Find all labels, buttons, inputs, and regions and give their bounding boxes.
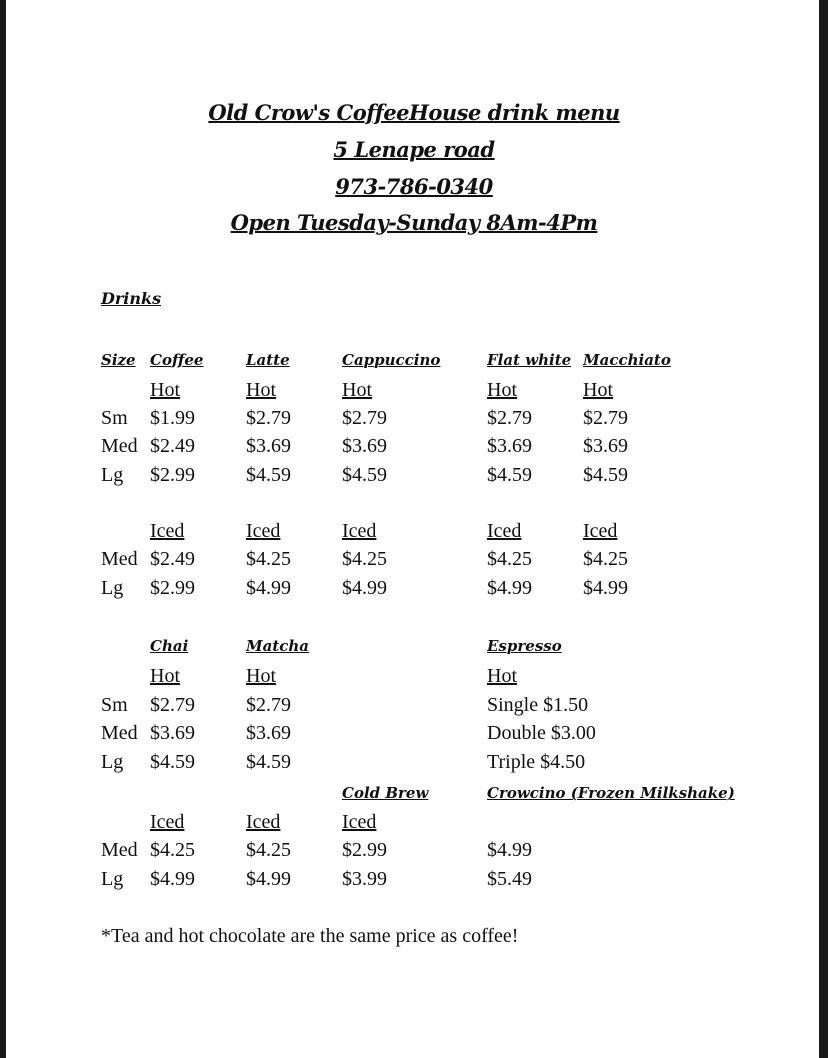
price-cell: $4.99 — [246, 868, 291, 890]
menu-title: Old Crow's CoffeeHouse drink menu — [208, 100, 620, 125]
price-cell: $4.59 — [150, 751, 195, 773]
hot-label: Hot — [150, 379, 180, 401]
price-cell: $4.59 — [246, 751, 291, 773]
iced-label: Iced — [342, 811, 377, 833]
price-cell: $4.25 — [246, 548, 291, 570]
hot-label: Hot — [246, 665, 276, 687]
price-cell: $4.99 — [246, 577, 291, 599]
price-cell: $4.25 — [487, 548, 532, 570]
price-cell: $3.69 — [342, 435, 387, 457]
price-cell: $4.99 — [150, 868, 195, 890]
col-header-chai: Chai — [150, 637, 189, 655]
col-header-espresso: Espresso — [487, 637, 562, 655]
price-cell: $4.25 — [246, 839, 291, 861]
price-cell: $4.99 — [583, 577, 628, 599]
col-header-coffee: Coffee — [150, 351, 204, 369]
price-cell: $5.49 — [487, 868, 532, 890]
iced-label: Iced — [150, 520, 185, 542]
price-cell: $2.79 — [246, 694, 291, 716]
col-header-latte: Latte — [246, 351, 290, 369]
size-cell: Med — [101, 435, 138, 457]
col-header-matcha: Matcha — [246, 637, 310, 655]
hot-label: Hot — [583, 379, 613, 401]
iced-label: Iced — [246, 520, 281, 542]
price-cell: $3.99 — [342, 868, 387, 890]
price-cell: $1.99 — [150, 407, 195, 429]
price-cell: $2.99 — [150, 577, 195, 599]
price-cell: $3.69 — [246, 435, 291, 457]
price-cell: $3.69 — [150, 722, 195, 744]
size-cell: Sm — [101, 694, 128, 716]
price-cell: $2.79 — [487, 407, 532, 429]
price-cell: $4.59 — [246, 464, 291, 486]
size-cell: Med — [101, 722, 138, 744]
hot-label: Hot — [246, 379, 276, 401]
price-cell: $2.79 — [342, 407, 387, 429]
col-header-crowcino: Crowcino (Frozen Milkshake) — [487, 784, 735, 802]
hot-label: Hot — [342, 379, 372, 401]
size-cell: Med — [101, 548, 138, 570]
col-header-flat-white: Flat white — [487, 351, 572, 369]
price-cell: $4.25 — [583, 548, 628, 570]
price-cell: $4.99 — [487, 577, 532, 599]
price-cell: $2.49 — [150, 548, 195, 570]
iced-label: Iced — [150, 811, 185, 833]
price-cell: $4.99 — [487, 839, 532, 861]
hot-label: Hot — [150, 665, 180, 687]
price-cell: $2.49 — [150, 435, 195, 457]
size-cell: Lg — [101, 751, 124, 773]
hot-label: Hot — [487, 379, 517, 401]
price-cell: $2.99 — [150, 464, 195, 486]
price-cell: $4.99 — [342, 577, 387, 599]
espresso-price: Triple $4.50 — [487, 751, 586, 773]
espresso-price: Single $1.50 — [487, 694, 589, 716]
price-cell: $4.25 — [150, 839, 195, 861]
iced-label: Iced — [487, 520, 522, 542]
price-cell: $4.25 — [342, 548, 387, 570]
opening-hours: Open Tuesday-Sunday 8Am-4Pm — [230, 210, 598, 235]
price-cell: $3.69 — [487, 435, 532, 457]
price-cell: $4.59 — [342, 464, 387, 486]
iced-label: Iced — [342, 520, 377, 542]
price-cell: $4.59 — [583, 464, 628, 486]
price-cell: $2.79 — [583, 407, 628, 429]
size-cell: Sm — [101, 407, 128, 429]
hot-label: Hot — [487, 665, 517, 687]
price-cell: $3.69 — [583, 435, 628, 457]
price-cell: $2.79 — [150, 694, 195, 716]
iced-label: Iced — [246, 811, 281, 833]
price-cell: $2.99 — [342, 839, 387, 861]
size-cell: Lg — [101, 868, 124, 890]
size-cell: Lg — [101, 464, 124, 486]
size-cell: Med — [101, 839, 138, 861]
phone-number: 973-786-0340 — [335, 174, 493, 199]
size-cell: Lg — [101, 577, 124, 599]
section-label-drinks: Drinks — [101, 289, 162, 308]
address: 5 Lenape road — [333, 137, 495, 162]
espresso-price: Double $3.00 — [487, 722, 596, 744]
size-header: Size — [101, 351, 136, 369]
price-cell: $2.79 — [246, 407, 291, 429]
footnote: *Tea and hot chocolate are the same price as coffee! — [101, 925, 519, 947]
col-header-macchiato: Macchiato — [583, 351, 671, 369]
iced-label: Iced — [583, 520, 618, 542]
price-cell: $3.69 — [246, 722, 291, 744]
price-cell: $4.59 — [487, 464, 532, 486]
col-header-cold-brew: Cold Brew — [342, 784, 429, 802]
col-header-cappuccino: Cappuccino — [342, 351, 441, 369]
